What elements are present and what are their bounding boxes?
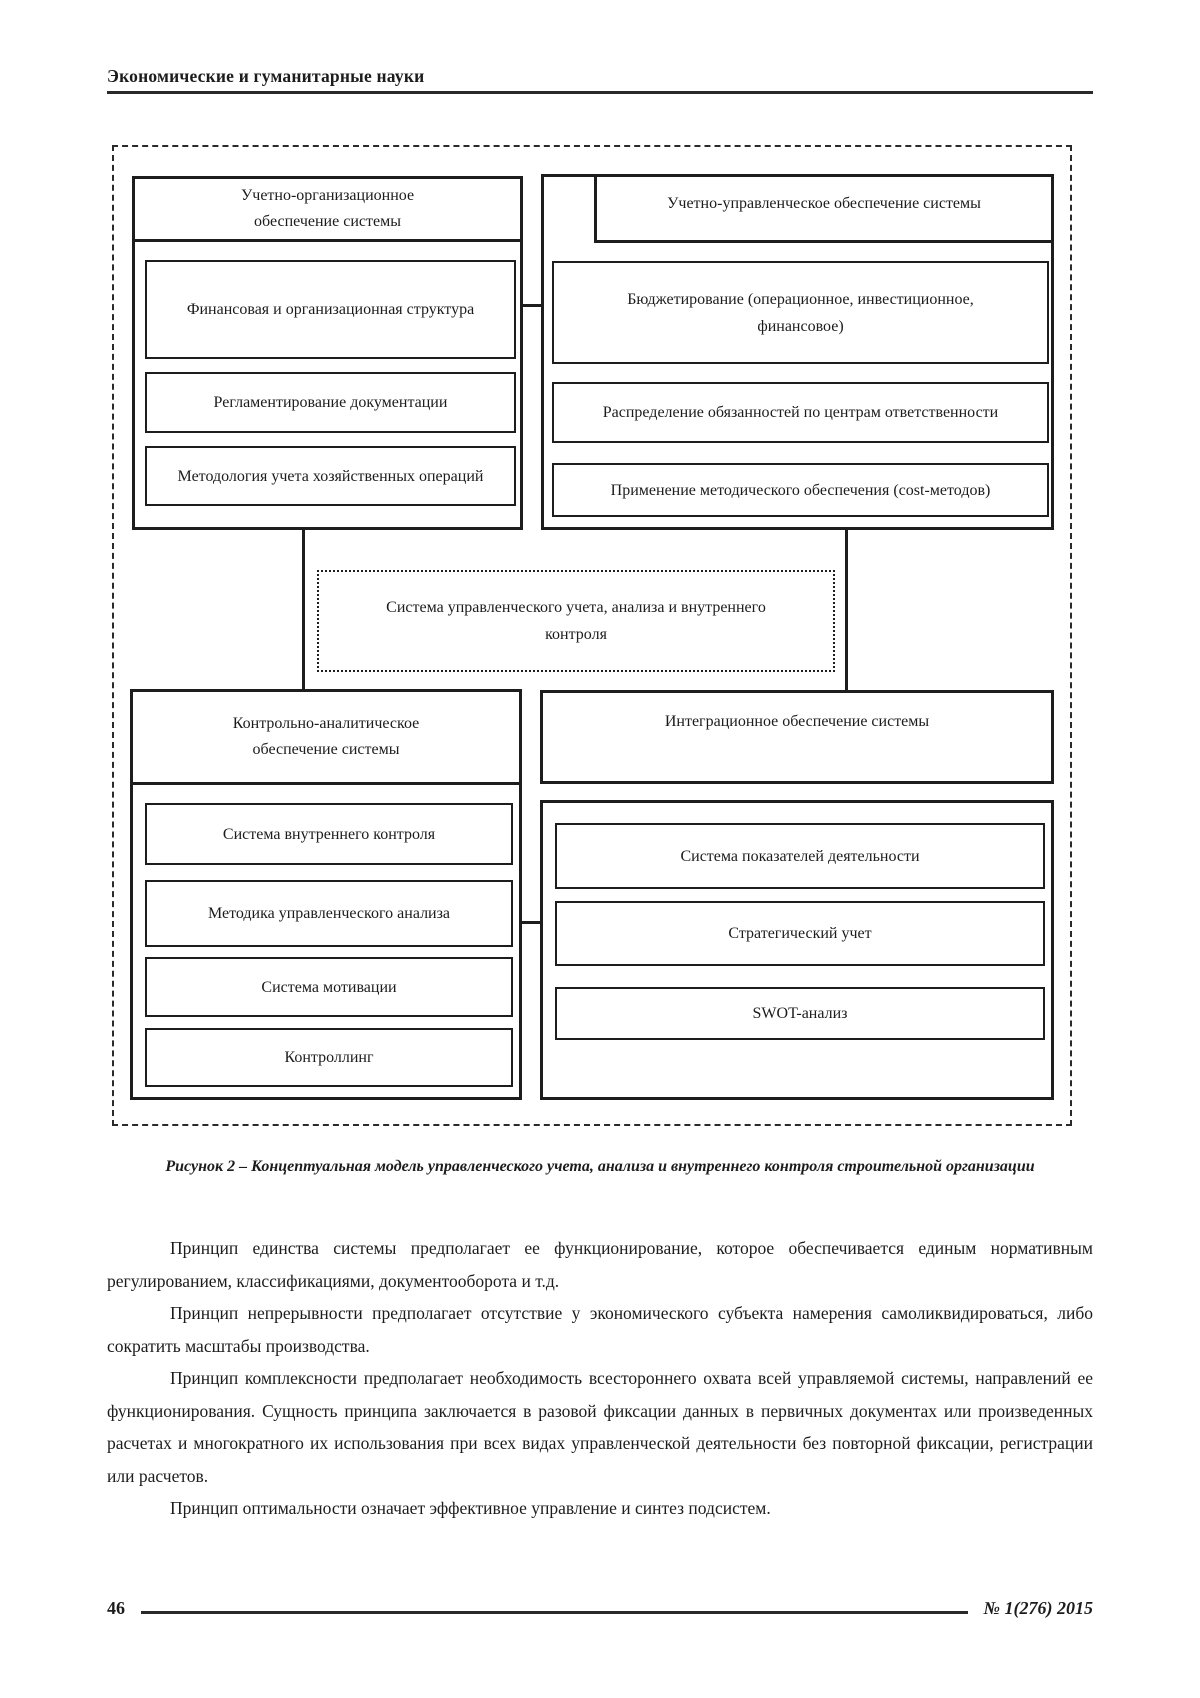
node-accounting-management-block [541, 174, 1054, 530]
journal-title: Экономические и гуманитарные науки [107, 66, 425, 86]
node-accounting-methodology: Методология учета хозяйственных операций [145, 446, 516, 506]
node-accounting-management-title: Учетно-управленческое обеспечение системы [594, 174, 1054, 243]
node-accounting-organizational-block [132, 176, 523, 530]
figure-caption-text: Рисунок 2 – Концептуальная модель управленческого учета, анализа и внутреннего контроля строительной организации [165, 1158, 1035, 1175]
figure-2-diagram [112, 145, 1072, 1126]
node-control-analytical-title: Контрольно-аналитическое обеспечение системы [133, 692, 519, 785]
node-financial-structure: Финансовая и организационная структура [145, 260, 516, 359]
paragraph-continuity-principle: Принцип непрерывности предполагает отсутствие у экономического субъекта намерения самоликвидироваться, либо сократить масштабы производства. [107, 1303, 1093, 1356]
node-cost-methods: Применение методического обеспечения (cost-методов) [552, 463, 1049, 517]
node-strategic-accounting: Стратегический учет [555, 901, 1045, 966]
paragraph-complexity-principle: Принцип комплексности предполагает необходимость всестороннего охвата всей управляемой системы, направлений ее функционирования. Сущность принципа заключается в разовой фиксации данных в первичных документах или произведенных расчетах и многократного их использования при всех видах управленческой деятельности без повторной фиксации, регистрации или расчетов. [107, 1368, 1093, 1486]
node-integration-body [540, 800, 1054, 1100]
connector-bottom-horizontal [520, 921, 542, 924]
footer-rule [141, 1611, 968, 1614]
paragraph-optimality-principle: Принцип оптимальности означает эффективное управление и синтез подсистем. [170, 1498, 771, 1518]
node-controlling: Контроллинг [145, 1028, 513, 1087]
node-accounting-organizational-title: Учетно-организационное обеспечение системы [135, 179, 520, 242]
node-performance-indicators: Система показателей деятельности [555, 823, 1045, 889]
node-management-accounting-system: Система управленческого учета, анализа и внутреннего контроля [317, 570, 835, 672]
node-document-regulation: Регламентирование документации [145, 372, 516, 433]
node-integration-title: Интеграционное обеспечение системы [540, 690, 1054, 784]
node-internal-control-system: Система внутреннего контроля [145, 803, 513, 865]
node-motivation-system: Система мотивации [145, 957, 513, 1017]
issue-number: № 1(276) 2015 [983, 1598, 1093, 1618]
node-budgeting: Бюджетирование (операционное, инвестиционное, финансовое) [552, 261, 1049, 364]
connector-right-vertical [845, 528, 848, 690]
paragraph-unity-principle: Принцип единства системы предполагает ее функционирование, которое обеспечивается единым нормативным регулированием, классификациями, документооборота и т.д. [107, 1238, 1093, 1291]
connector-left-vertical [302, 528, 305, 690]
node-management-analysis-methodology: Методика управленческого анализа [145, 880, 513, 947]
figure-caption [0, 1152, 1200, 1182]
node-control-analytical-block [130, 689, 522, 1100]
node-responsibility-centers: Распределение обязанностей по центрам ответственности [552, 382, 1049, 443]
running-head [107, 66, 1093, 94]
node-swot-analysis: SWOT-анализ [555, 987, 1045, 1040]
page-number: 46 [107, 1598, 125, 1618]
body-text [107, 1232, 1093, 1525]
connector-top-horizontal [520, 304, 542, 307]
page-footer [107, 1598, 1093, 1619]
